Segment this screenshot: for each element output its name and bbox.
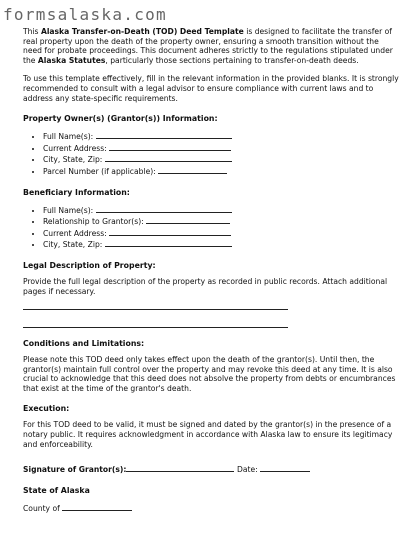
owner-address-field[interactable]	[109, 142, 231, 151]
legal-text: Provide the full legal description of the property as recorded in public records. Attach additional pages if necessary.	[23, 276, 388, 296]
field-label: Relationship to Grantor(s):	[43, 217, 144, 227]
beneficiary-city-item	[43, 238, 399, 250]
date-field[interactable]	[260, 463, 310, 472]
conditions-heading: Conditions and Limitations:	[23, 339, 145, 349]
state-heading: State of Alaska	[23, 485, 90, 495]
owner-full-name-item	[43, 130, 399, 142]
signature-label: Signature of Grantor(s):	[23, 465, 127, 475]
document-page	[23, 27, 399, 513]
beneficiary-relationship-field[interactable]	[146, 215, 230, 224]
field-label: City, State, Zip:	[43, 240, 103, 250]
beneficiary-heading: Beneficiary Information:	[23, 187, 130, 197]
signature-line	[23, 463, 399, 475]
county-label: County of	[23, 503, 60, 513]
legal-description-line-1[interactable]	[23, 309, 288, 310]
beneficiary-full-name-item	[43, 204, 399, 216]
owner-city-field[interactable]	[105, 153, 232, 162]
date-label: Date:	[237, 465, 258, 475]
county-field[interactable]	[62, 502, 132, 511]
field-label: City, State, Zip:	[43, 155, 103, 165]
beneficiary-address-field[interactable]	[109, 227, 231, 236]
beneficiary-city-field[interactable]	[105, 238, 232, 247]
intro-text: is designed to facilitate the transfer of real property upon the death of the property owner, ensuring a smooth transition without the need for probate proceedings. This document adheres strictly to the regulations stipulated under the	[23, 27, 393, 65]
execution-text: For this TOD deed to be valid, it must be signed and dated by the grantor(s) in the presence of a notary public. It requires acknowledgment in accordance with Alaska law to ensure its legitimacy and enforceability.	[23, 420, 393, 449]
conditions-text: Please note this TOD deed only takes effect upon the death of the grantor(s). Until then, the grantor(s) maintain full control over the property and may revoke this deed at any time. It is also crucial to acknowledge that this deed does not absolve the property from debts or encumbrances that exist at the time of the grantor's death.	[23, 355, 396, 393]
owner-full-name-field[interactable]	[96, 130, 232, 139]
site-watermark: formsalaska.com	[3, 5, 167, 24]
beneficiary-full-name-field[interactable]	[96, 204, 232, 213]
intro-text: This	[23, 27, 41, 36]
beneficiary-relationship-item	[43, 215, 399, 227]
owner-city-item	[43, 153, 399, 165]
field-label: Parcel Number (if applicable):	[43, 166, 156, 176]
owner-parcel-field[interactable]	[158, 165, 227, 174]
legal-heading: Legal Description of Property:	[23, 260, 156, 270]
intro-text: , particularly those sections pertaining to transfer-on-death deeds.	[105, 55, 359, 65]
owner-parcel-item	[43, 165, 399, 177]
county-line	[23, 502, 399, 514]
field-label: Full Name(s):	[43, 205, 94, 215]
instructions-paragraph: To use this template effectively, fill in the relevant information in the provided blanks. It is strongly recommended to consult with a legal advisor to ensure compliance with current laws and to address any state-specific requirements.	[23, 74, 399, 103]
field-label: Current Address:	[43, 228, 107, 238]
owner-address-item	[43, 142, 399, 154]
field-label: Full Name(s):	[43, 132, 94, 142]
beneficiary-address-item	[43, 227, 399, 239]
field-label: Current Address:	[43, 143, 107, 153]
intro-title-bold: Alaska Transfer-on-Death (TOD) Deed Template	[40, 27, 244, 36]
intro-statutes-bold: Alaska Statutes	[37, 55, 106, 65]
execution-heading: Execution:	[23, 404, 70, 414]
owner-heading: Property Owner(s) (Grantor(s)) Information:	[23, 114, 218, 124]
owner-list	[23, 130, 399, 176]
signature-field[interactable]	[126, 463, 234, 472]
legal-description-line-2[interactable]	[23, 327, 288, 328]
beneficiary-list	[23, 204, 399, 250]
intro-paragraph	[23, 27, 399, 65]
